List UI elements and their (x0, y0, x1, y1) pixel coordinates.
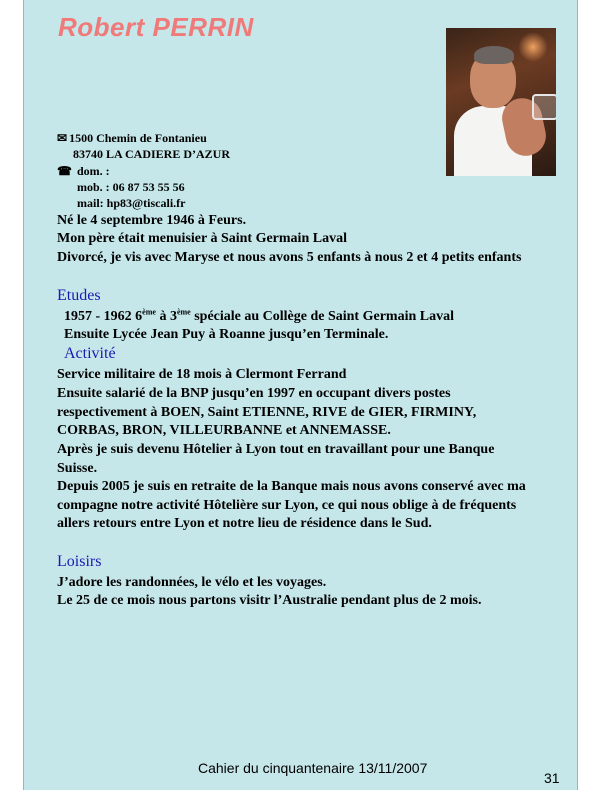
activite-paragraph-1: Service militaire de 18 mois à Clermont Ferrand (57, 367, 347, 382)
father-line: Mon père était menuisier à Saint Germain Laval (57, 231, 347, 246)
loisirs-paragraph-1: J’adore les randonnées, le vélo et les voyages. (57, 575, 327, 590)
loisirs-heading: Loisirs (57, 553, 102, 570)
phone-dom: dom. : (73, 164, 110, 178)
photo-hair (474, 46, 514, 64)
family-paragraph: Divorcé, je vis avec Maryse et nous avons 5 enfants à nous 2 et 4 petits enfants (57, 250, 522, 265)
activite-paragraph-2: Ensuite salarié de la BNP jusqu’en 1997 en occupant divers postes respectivement à BOEN, Saint ETIENNE, RIVE de GIER, FIRMINY, CORBAS, BRON, VILLEURBANNE et ANNEMASSE. (57, 386, 477, 438)
page-number: 31 (544, 770, 560, 786)
activite-paragraph-3: Après je suis devenu Hôtelier à Lyon tout en travaillant pour une Banque Suisse. (57, 442, 495, 476)
email-line: mail: hp83@tiscali.fr (77, 196, 186, 210)
photo-light (518, 32, 548, 62)
phone-icon: ☎ (57, 164, 72, 178)
etudes-rest: spéciale au Collège de Saint Germain Laval (190, 309, 454, 324)
birth-line: Né le 4 septembre 1946 à Feurs. (57, 213, 247, 228)
etudes-line-2: Ensuite Lycée Jean Puy à Roanne jusqu’en Terminale. (64, 327, 389, 342)
address-street: 1500 Chemin de Fontanieu (69, 131, 207, 145)
portrait-photo (446, 28, 556, 176)
phone-dom-line (57, 163, 110, 179)
loisirs-paragraph-2: Le 25 de ce mois nous partons visitr l’Australie pendant plus de 2 mois. (57, 593, 482, 608)
etudes-sup-1: ème (142, 307, 156, 317)
mobile-line: mob. : 06 87 53 55 56 (77, 180, 185, 194)
address-line-2: 83740 LA CADIERE D’AZUR (73, 147, 231, 161)
activite-heading: Activité (64, 345, 116, 362)
footer-caption: Cahier du cinquantenaire 13/11/2007 (198, 760, 428, 776)
etudes-line-1 (64, 308, 554, 327)
page-title: Robert PERRIN (58, 12, 254, 42)
activite-paragraph-4: Depuis 2005 je suis en retraite de la Banque mais nous avons conservé avec ma compagne notre activité Hôtelière sur Lyon, ce qui nous oblige à de fréquents allers retours entre Lyon et notre lieu de résidence dans le Sud. (57, 479, 526, 531)
etudes-years: 1957 - 1962 6 (64, 309, 143, 324)
envelope-icon: ✉ (57, 131, 68, 145)
etudes-mid: à 3 (155, 309, 177, 324)
etudes-heading: Etudes (57, 287, 101, 304)
address-line-1 (57, 130, 207, 146)
photo-wine-glass (532, 94, 556, 120)
etudes-sup-2: ème (176, 307, 191, 317)
